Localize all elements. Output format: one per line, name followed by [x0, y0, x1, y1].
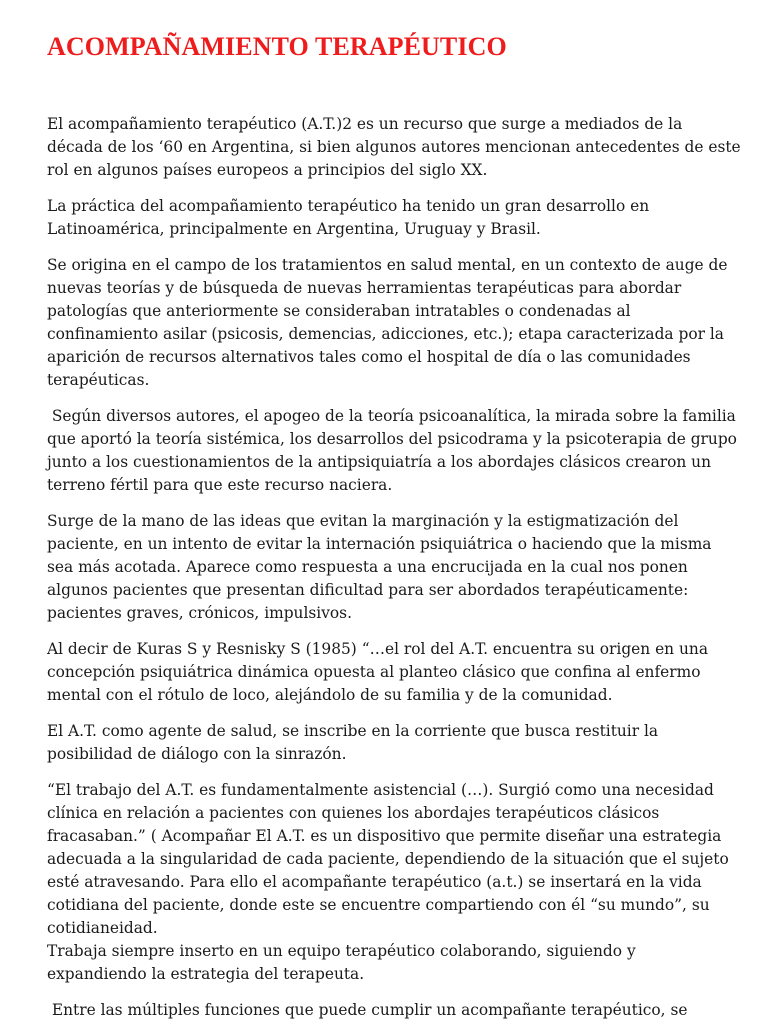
paragraph-line: Según diversos autores, el apogeo de la teoría psicoanalítica, la mirada sobre la familia: [47, 407, 736, 425]
paragraph-line: concepción psiquiátrica dinámica opuesta al planteo clásico que confina al enfermo: [47, 663, 701, 681]
paragraph-line: Se origina en el campo de los tratamientos en salud mental, en un contexto de auge de: [47, 256, 728, 274]
paragraph-line: mental con el rótulo de loco, alejándolo de su familia y de la comunidad.: [47, 686, 613, 704]
paragraph: [47, 254, 737, 392]
paragraph-line: sea más acotada. Aparece como respuesta a una encrucijada en la cual nos ponen: [47, 558, 688, 576]
paragraph: [47, 195, 737, 241]
paragraph-line: paciente, en un intento de evitar la internación psiquiátrica o haciendo que la misma: [47, 535, 712, 553]
paragraph-line: adecuada a la singularidad de cada paciente, dependiendo de la situación que el sujeto: [47, 850, 729, 868]
paragraph-line: Entre las múltiples funciones que puede cumplir un acompañante terapéutico, se: [47, 1001, 688, 1019]
document-title: ACOMPAÑAMIENTO TERAPÉUTICO: [47, 32, 507, 61]
paragraph-line: “El trabajo del A.T. es fundamentalmente asistencial (…). Surgió como una necesidad: [47, 781, 714, 799]
paragraph: [47, 779, 737, 986]
paragraph-line: aparición de recursos alternativos tales como el hospital de día o las comunidades: [47, 348, 691, 366]
paragraph-line: que aportó la teoría sistémica, los desarrollos del psicodrama y la psicoterapia de grupo: [47, 430, 737, 448]
paragraph-line: expandiendo la estrategia del terapeuta.: [47, 965, 365, 983]
paragraph-line: terreno fértil para que este recurso naciera.: [47, 476, 393, 494]
paragraph-line: posibilidad de diálogo con la sinrazón.: [47, 745, 347, 763]
paragraph-line: junto a los cuestionamientos de la antipsiquiatría a los abordajes clásicos crearon un: [47, 453, 711, 471]
paragraph-line: pacientes graves, crónicos, impulsivos.: [47, 604, 352, 622]
paragraph: [47, 638, 737, 707]
paragraph-line: La práctica del acompañamiento terapéutico ha tenido un gran desarrollo en: [47, 197, 650, 215]
paragraph-line: esté atravesando. Para ello el acompañante terapéutico (a.t.) se insertará en la vida: [47, 873, 702, 891]
paragraph-line: El acompañamiento terapéutico (A.T.)2 es un recurso que surge a mediados de la: [47, 115, 683, 133]
paragraph-line: cotidiana del paciente, donde este se encuentre compartiendo con él “su mundo”, su: [47, 896, 710, 914]
paragraph-line: patologías que anteriormente se consideraban intratables o condenadas al: [47, 302, 631, 320]
paragraph-line: Trabaja siempre inserto en un equipo terapéutico colaborando, siguiendo y: [47, 942, 636, 960]
paragraph-line: Al decir de Kuras S y Resnisky S (1985) “…el rol del A.T. encuentra su origen en una: [47, 640, 708, 658]
paragraph: [47, 405, 737, 497]
paragraph-line: terapéuticas.: [47, 371, 150, 389]
paragraph-line: cotidianeidad.: [47, 919, 158, 937]
paragraph-line: nuevas teorías y de búsqueda de nuevas herramientas terapéuticas para abordar: [47, 279, 682, 297]
paragraph-line: fracasaban.” ( Acompañar El A.T. es un dispositivo que permite diseñar una estrategia: [47, 827, 722, 845]
paragraph: [47, 999, 737, 1022]
paragraph-line: década de los ‘60 en Argentina, si bien algunos autores mencionan antecedentes de este: [47, 138, 741, 156]
paragraph-line: El A.T. como agente de salud, se inscribe en la corriente que busca restituir la: [47, 722, 659, 740]
paragraph-line: confinamiento asilar (psicosis, demencias, adicciones, etc.); etapa caracterizada por la: [47, 325, 724, 343]
paragraph: [47, 113, 741, 182]
paragraph-line: algunos pacientes que presentan dificultad para ser abordados terapéuticamente:: [47, 581, 689, 599]
paragraph: [47, 510, 737, 625]
paragraph-line: rol en algunos países europeos a principios del siglo XX.: [47, 161, 488, 179]
paragraph-line: Latinoamérica, principalmente en Argentina, Uruguay y Brasil.: [47, 220, 541, 238]
paragraph-line: clínica en relación a pacientes con quienes los abordajes terapéuticos clásicos: [47, 804, 660, 822]
paragraph: [47, 720, 737, 766]
paragraph-line: Surge de la mano de las ideas que evitan la marginación y la estigmatización del: [47, 512, 679, 530]
document-body: [47, 113, 741, 1024]
